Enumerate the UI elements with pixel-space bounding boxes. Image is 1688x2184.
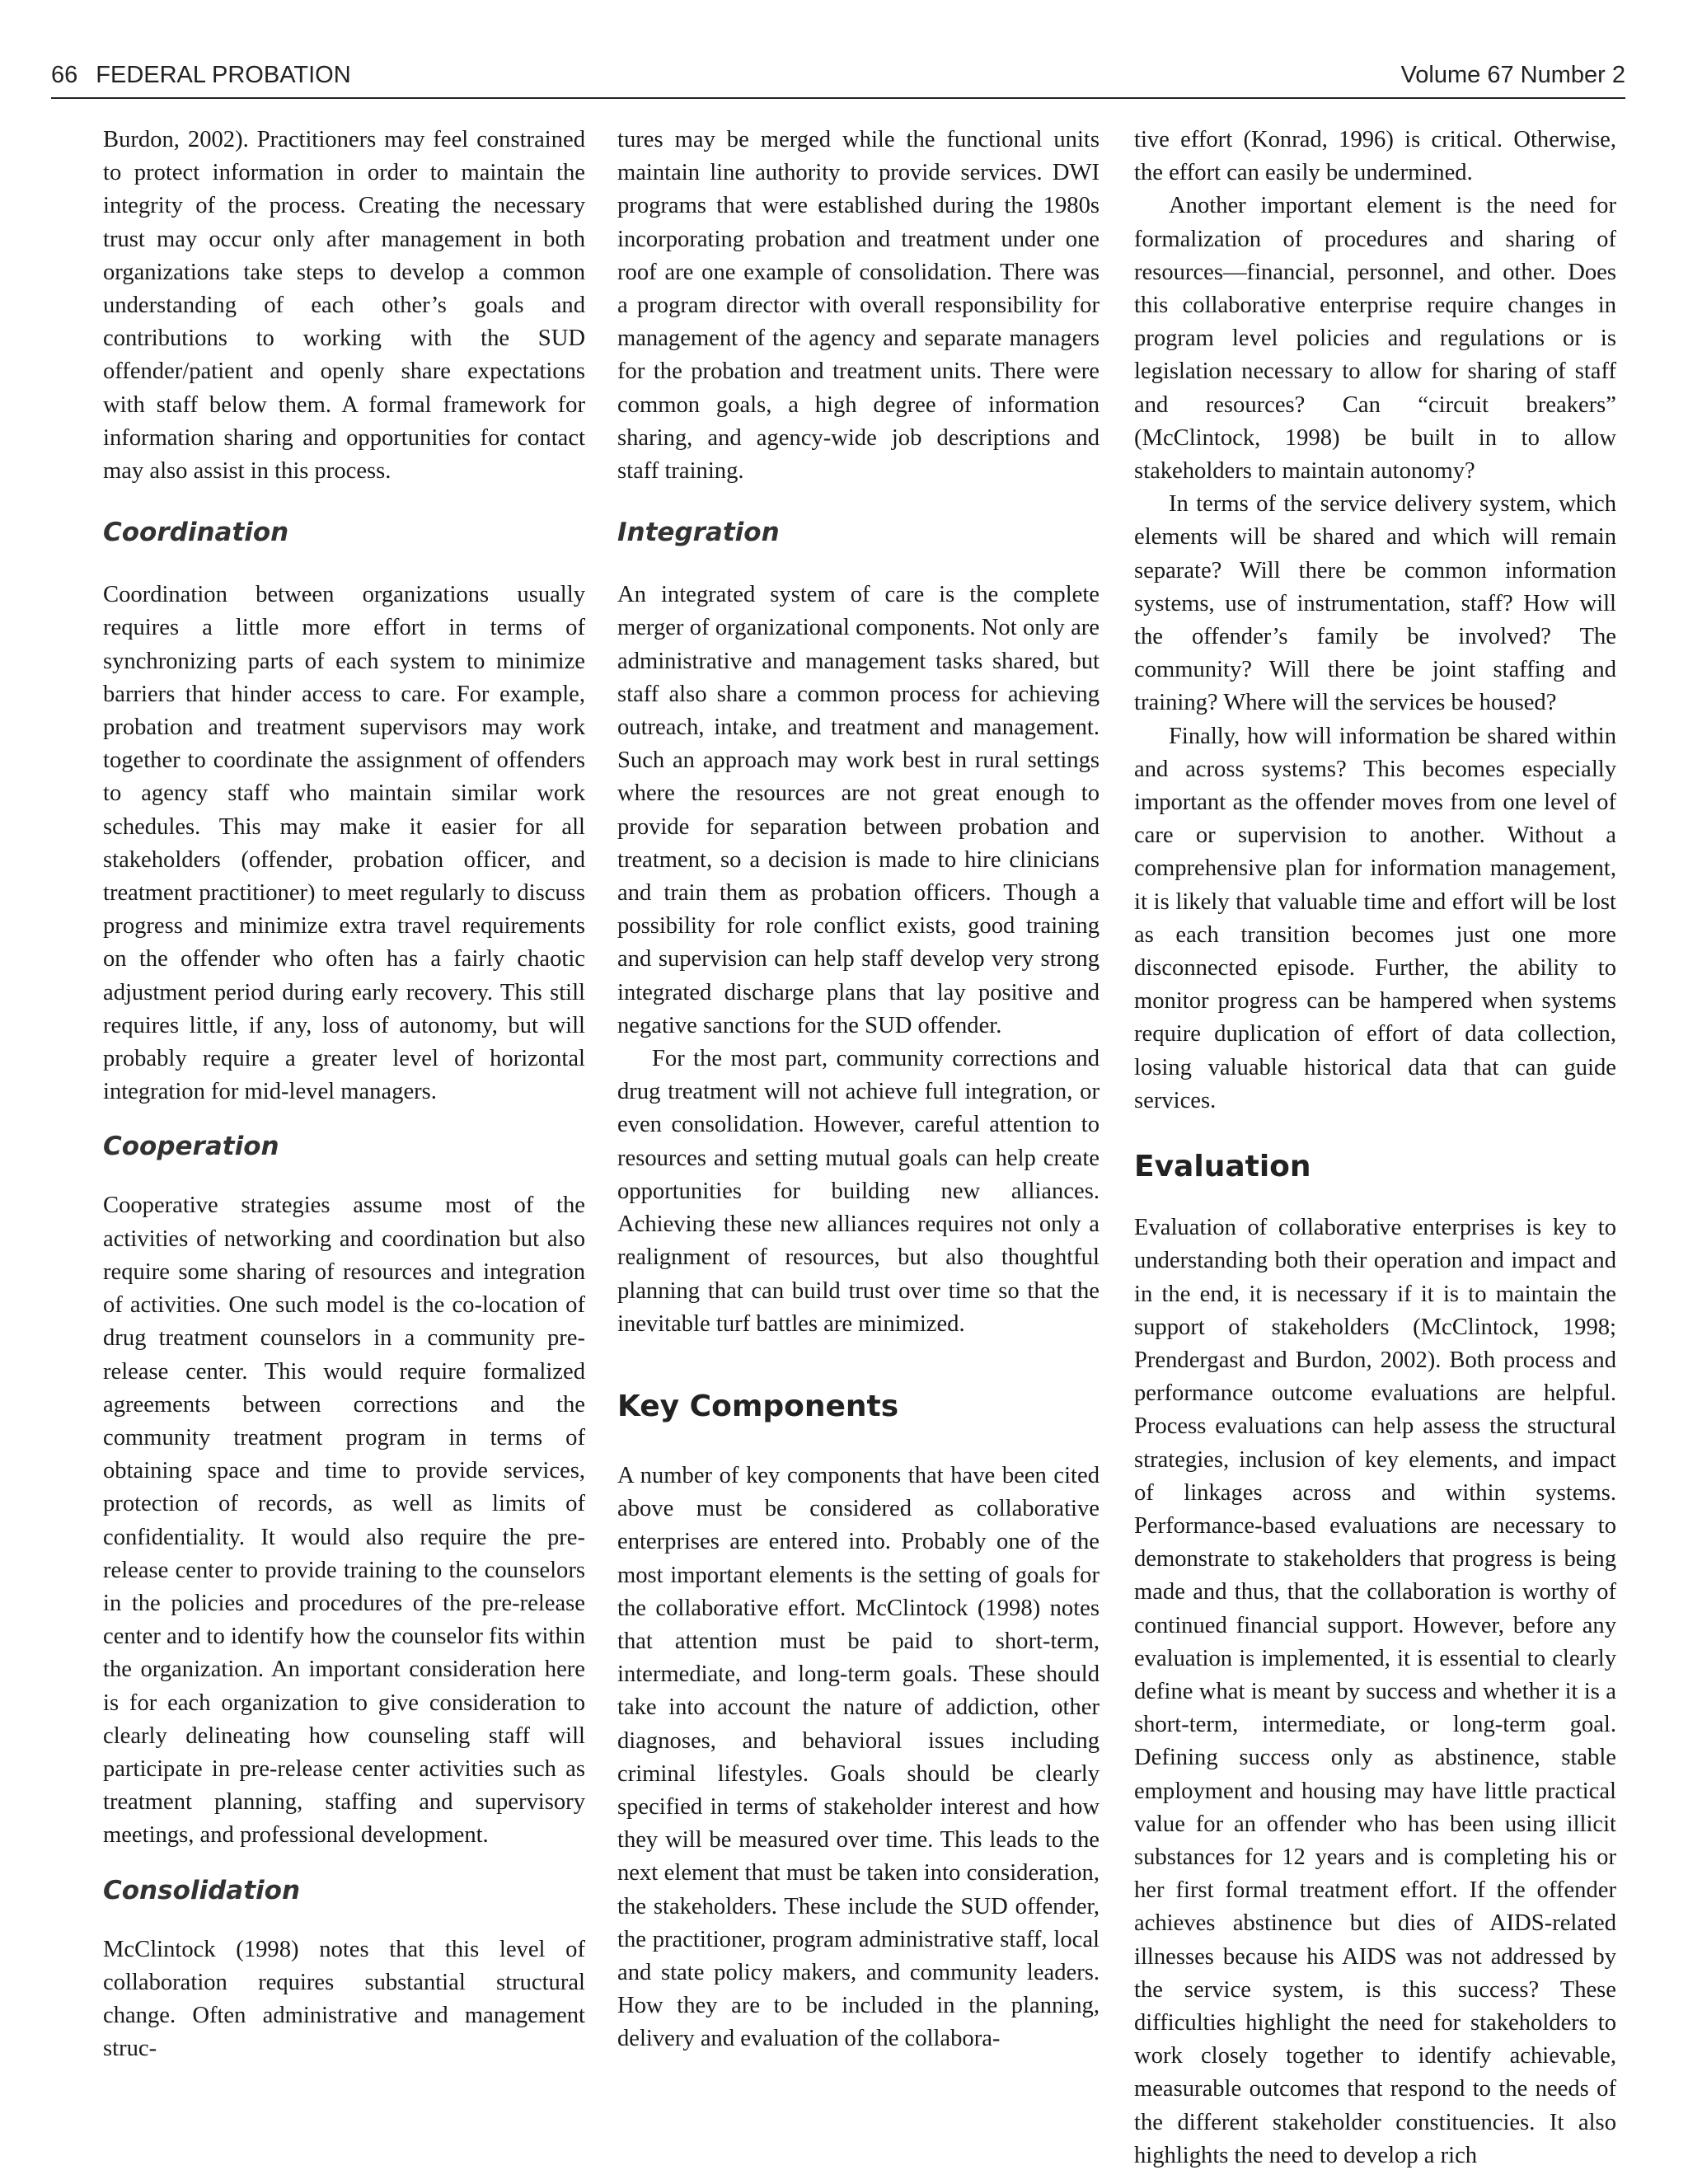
formalization-paragraph: Another important element is the need for formalization of procedures and sharing of resources—financial, personnel, and other. Does this collaborative enterprise require changes in program level policies and regulations or is legislation necessary to allow for sharing of staff and resources? Can “circuit breakers” (McClintock, 1998) be built in to allow stakeholders to maintain autonomy? [1134, 193, 1616, 485]
key-components-heading: Key Components [617, 1389, 899, 1423]
journal-title: FEDERAL PROBATION [96, 62, 351, 88]
integration-paragraph-1: An integrated system of care is the complete merger of organizational components. Not only are administrative and management tasks shared, but staff also share a common process for achieving outreach, intake, and treatment and management. Such an approach may work best in rural settings where the resources are not great enough to provide for separation between probation and treatment, so a decision is made to hire clinicians and train them as probation officers. Though a possibility for role conflict exists, good training and supervision can help staff develop very strong integrated discharge plans that lay positive and negative sanctions for the SUD offender. [617, 582, 1100, 1038]
consolidation-heading: Consolidation [103, 1875, 301, 1905]
consolidation-continued: tures may be merged while the functional units maintain line authority to provide services. DWI programs that were established during the 1980s incorporating probation and treatment under one roof are one example of consolidation. There was a program director with overall responsibility for management of the agency and separate managers for the probation and treatment units. There were common goals, a high degree of information sharing, and agency-wide job descriptions and staff training. [617, 127, 1100, 485]
column-1 [103, 124, 585, 2065]
integration-heading: Integration [617, 518, 780, 548]
running-header [51, 61, 1625, 99]
information-sharing-paragraph: Finally, how will information be shared within and across systems? This becomes especially important as the offender moves from one level of care or supervision to another. Without a comprehensive plan for information management, it is likely that valuable time and effort will be lost as each transition becomes just one more disconnected episode. Further, the ability to monitor progress can be hampered when systems require duplication of effort of data collection, losing valuable historical data that can guide services. [1134, 723, 1616, 1113]
coordination-heading: Coordination [103, 518, 289, 548]
evaluation-paragraph: Evaluation of collaborative enterprises is key to understanding both their operation and impact and in the end, it is necessary if it is to maintain the support of stakeholders (McClintock, 1998; Prendergast and Burdon, 2002). Both process and performance outcome evaluations are helpful. Process evaluations can help assess the structural strategies, inclusion of key elements, and impact of linkages across and within systems. Performance-based evaluations are necessary to demonstrate to stakeholders that progress is being made and thus, that the collaboration is worthy of continued financial support. However, before any evaluation is implemented, it is essential to clearly define what is meant by success and whether it is a short-term, intermediate, or long-term goal. Defining success only as abstinence, stable employment and housing may have little practical value for an offender who has been using illicit substances for 12 years and is completing his or her first formal treatment effort. If the offender achieves abstinence but dies of AIDS-related illnesses because his AIDS was not addressed by the service system, is this success? These difficulties highlight the need for stakeholders to work closely together to identify achievable, measurable outcomes that respond to the needs of the different stakeholder constituencies. It also highlights the need to develop a rich [1134, 1215, 1616, 2168]
cooperation-paragraph: Cooperative strategies assume most of the activities of networking and coordination but also require some sharing of resources and integration of activities. One such model is the co-location of drug treatment counselors in a community pre-release center. This would require formalized agreements between corrections and the community treatment program in terms of obtaining space and time to provide services, protection of records, as well as limits of confidentiality. It would also require the pre-release center to provide training to the counselors in the policies and procedures of the pre-release center and to identify how the counselor fits within the organization. An important consideration here is for each organization to give consideration to clearly delineating how counseling staff will participate in pre-release center activities such as treatment planning, staffing and supervisory meetings, and professional development. [103, 1193, 585, 1849]
key-components-paragraph: A number of key components that have been cited above must be considered as collaborative enterprises are entered into. Probably one of the most important elements is the setting of goals for the collaborative effort. McClintock (1998) notes that attention must be paid to short-term, intermediate, and long-term goals. These should take into account the nature of addiction, other diagnoses, and behavioral issues including criminal lifestyles. Goals should be clearly specified in terms of stakeholder interest and how they will be measured over time. This leads to the next element that must be taken into consideration, the stakeholders. These include the SUD offender, the practitioner, program administrative staff, local and state policy makers, and community leaders. How they are to be included in the planning, delivery and evaluation of the collabora- [617, 1462, 1100, 2052]
cooperation-heading: Cooperation [103, 1132, 279, 1162]
page-number: 66 [51, 62, 78, 88]
paragraph-continued: Burdon, 2002). Practitioners may feel constrained to protect information in order to maintain the integrity of the process. Creating the necessary trust may occur only after management in both organizations take steps to develop a common understanding of each other’s goals and contributions to working with the SUD offender/patient and openly share expectations with staff below them. A formal framework for information sharing and opportunities for contact may also assist in this process. [103, 127, 585, 485]
column-2 [617, 124, 1100, 2056]
column-3 [1134, 124, 1616, 2172]
service-delivery-paragraph: In terms of the service delivery system, which elements will be shared and which will remain separate? Will there be common information systems, use of instrumentation, staff? How will the offender’s family be involved? The community? Will there be joint staffing and training? Where will the services be housed? [1134, 491, 1616, 716]
consolidation-paragraph: McClintock (1998) notes that this level of collaboration requires substantial structural change. Often administrative and management struc- [103, 1936, 585, 2062]
header-left [51, 61, 351, 89]
evaluation-heading: Evaluation [1134, 1150, 1311, 1184]
volume-info: Volume 67 Number 2 [1400, 62, 1625, 88]
coordination-paragraph: Coordination between organizations usually requires a little more effort in terms of synchronizing parts of each system to minimize barriers that hinder access to care. For example, probation and treatment supervisors may work together to coordinate the assignment of offenders to agency staff who maintain similar work schedules. This may make it easier for all stakeholders (offender, probation officer, and treatment practitioner) to meet regularly to discuss progress and minimize extra travel requirements on the offender who often has a fairly chaotic adjustment period during early recovery. This still requires little, if any, loss of autonomy, but will probably require a greater level of horizontal integration for mid-level managers. [103, 582, 585, 1105]
integration-paragraph-2: For the most part, community corrections and drug treatment will not achieve full integration, or even consolidation. However, careful attention to resources and setting mutual goals can help create opportunities for building new alliances. Achieving these new alliances requires not only a realignment of resources, but also thoughtful planning that can build trust over time so that the inevitable turf battles are minimized. [617, 1046, 1100, 1337]
key-components-continued: tive effort (Konrad, 1996) is critical. Otherwise, the effort can easily be undermined. [1134, 127, 1616, 186]
